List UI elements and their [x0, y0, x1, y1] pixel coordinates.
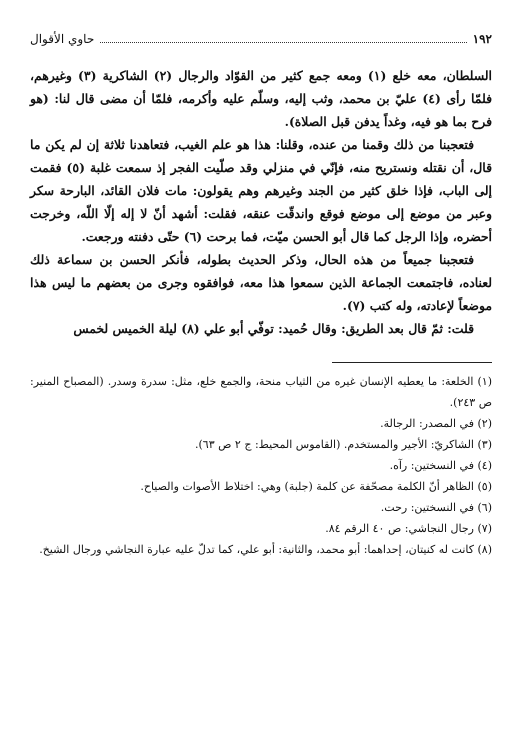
footnote: (٨) كانت له كنيتان، إحداهما: أبو محمد، والثانية: أبو علي، كما تدلّ عليه عبارة النجاشي ورجال الشيخ.	[39, 543, 492, 556]
footnote: (٧) رجال النجاشي: ص ٤٠ الرقم ٨٤.	[325, 522, 492, 535]
header-leader-dots	[100, 30, 466, 43]
paragraph: فتعجبنا جميعاً من هذه الحال، وذكر الحديث بطوله، فأنكر الحسن بن سماعة ذلك لعناده، فاجتمعت الجماعة الذين سمعوا هذا معه، فوافقوه وجرى من بعضهم ما ليس هذا موضعاً لإعادته، وله كتب (٧).	[30, 252, 492, 313]
paragraph: قلت: ثمّ قال بعد الطريق: وقال حُميد: توفّي أبو علي (٨) ليلة الخميس لخمس	[73, 321, 474, 336]
paragraph: السلطان، معه خلع (١) ومعه جمع كثير من القوّاد والرجال (٢) الشاكرية (٣) وغيرهم، فلمّا رأى (٤) عليّ بن محمد، وثب إليه، وسلّم عليه وأكرمه، فلمّا أن مضى قال لنا: (هو فرح بما هو فيه، وغداً يدفن قبل الصلاة).	[30, 68, 492, 129]
footnotes	[30, 371, 492, 560]
footnote: (٢) في المصدر: الرجالة.	[380, 417, 492, 430]
main-text	[30, 64, 492, 340]
page-number: ١٩٢	[472, 32, 492, 46]
running-title: حاوي الأقوال	[30, 32, 95, 46]
footnote: (٦) في النسختين: رحت.	[380, 501, 492, 514]
footnote: (٥) الظاهر أنّ الكلمة مصحّفة عن كلمة (جلبة) وهي: اختلاط الأصوات والصياح.	[140, 480, 492, 493]
paragraph: فتعجبنا من ذلك وقمنا من عنده، وقلنا: هذا هو علم الغيب، فتعاهدنا ثلاثة إن لم يكن ما قال، أن نقتله ونستريح منه، فإنّي في منزلي وقد صلّيت الفجر إذ سمعت غلبة (٥) فقمت إلى الباب، فإذا خلق كثير من الجند وغيرهم وهم يقولون: مات فلان القائد، البارحة سكر وعبر من موضع إلى موضع فوقع واندقّت عنقه، فقلت: أشهد أنّ لا إله إلّا اللّه، وخرجت أحضره، وإذا الرجل كما قال أبو الحسن ميّت، فما برحت (٦) حتّى دفنته ورجعت.	[30, 137, 492, 244]
footnote: (٤) في النسختين: رآه.	[389, 459, 492, 472]
footnote: (٣) الشاكريّ: الأجير والمستخدم. (القاموس المحيط: ج ٢ ص ٦٣).	[195, 438, 492, 451]
footnote: (١) الخلعة: ما يعطيه الإنسان غيره من الثياب منحة، والجمع خلع، مثل: سدرة وسدر. (المصباح المنير: ص ٢٤٣).	[30, 375, 492, 409]
footnote-separator-wrap	[30, 362, 492, 363]
footnote-separator	[332, 362, 492, 363]
running-header	[30, 28, 492, 50]
